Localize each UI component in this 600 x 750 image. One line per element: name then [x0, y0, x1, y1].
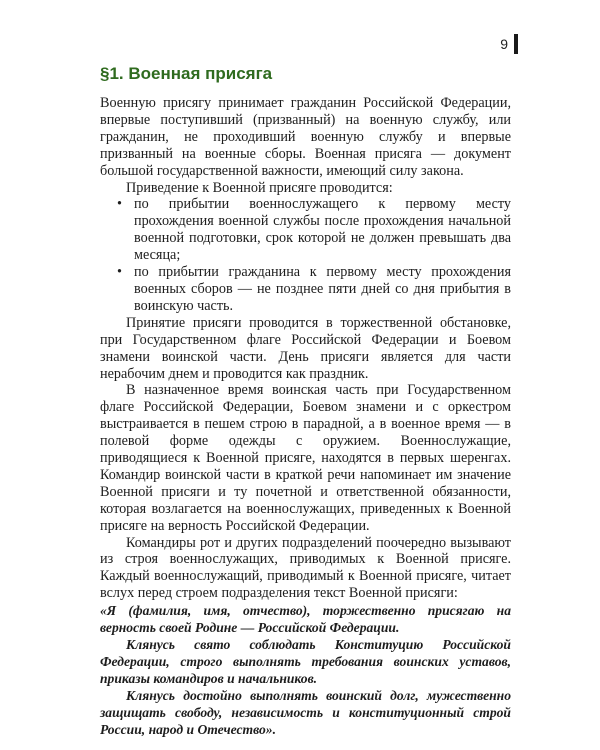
page-number-bar [514, 34, 518, 54]
list-item [117, 264, 511, 315]
paragraph-reading: Командиры рот и других подразделений поочередно вызывают из строя военнослужащих, приводимых к Военной присяге. Каждый военнослужащий, приводимый к Военной присяге, читает вслух перед строем подразделения текст Военной присяги: [100, 534, 511, 602]
section-title: §1. Военная присяга [100, 64, 273, 83]
conditions-list [100, 196, 511, 314]
oath-text-line-3: Клянусь достойно выполнять воинский долг, мужественно защищать свободу, независимость и конституционный строй России, народ и Отечество». [100, 688, 511, 738]
paragraph-intro: Военную присягу принимает гражданин Российской Федерации, впервые поступивший (призванный) на военную службу, или гражданин, не проходивший военную службу и впервые призванный на военные сборы. Военная присяга — документ большой государственной важности, имеющий силу закона. [100, 95, 511, 179]
bullet-icon: • [117, 264, 122, 281]
document-body [100, 64, 511, 738]
list-item-text: по прибытии военнослужащего к первому месту прохождения военной службы после прохождения начальной военной подготовки, срок которой не должен превышать два месяца; [134, 196, 511, 264]
oath-text-line-2: Клянусь свято соблюдать Конституцию Российской Федерации, строго выполнять требования воинских уставов, приказы командиров и начальников. [100, 637, 511, 687]
list-item-text: по прибытии гражданина к первому месту прохождения военных сборов — не позднее пяти дней со дня прибытия в воинскую часть. [134, 264, 511, 314]
paragraph-ceremony: Принятие присяги проводится в торжественной обстановке, при Государственном флаге Российской Федерации и Боевом знамени воинской части. День присяги является для части нерабочим днем и проводится как праздник. [100, 314, 511, 382]
oath-text-line-1: «Я (фамилия, имя, отчество), торжественно присягаю на верность своей Родине — Российской Федерации. [100, 603, 511, 636]
bullet-icon: • [117, 196, 122, 213]
paragraph-formation: В назначенное время воинская часть при Государственном флаге Российской Федерации, Боевом знамени и с оркестром выстраивается в пешем строю в парадной, а в военное время — в полевой форме одежды с оружием. Военнослужащие, приводящиеся к Военной присяге, находятся в первых шеренгах. Командир воинской части в краткой речи напоминает им значение Военной присяги и ту почетной и ответственной обязанности, которая возлагается на военнослужащих, приведенных к Военной присяге на верность Российской Федерации. [100, 382, 511, 534]
list-item [117, 196, 511, 264]
page-number: 9 [500, 36, 508, 52]
paragraph-oath-conditions: Приведение к Военной присяге проводится: [126, 179, 393, 196]
